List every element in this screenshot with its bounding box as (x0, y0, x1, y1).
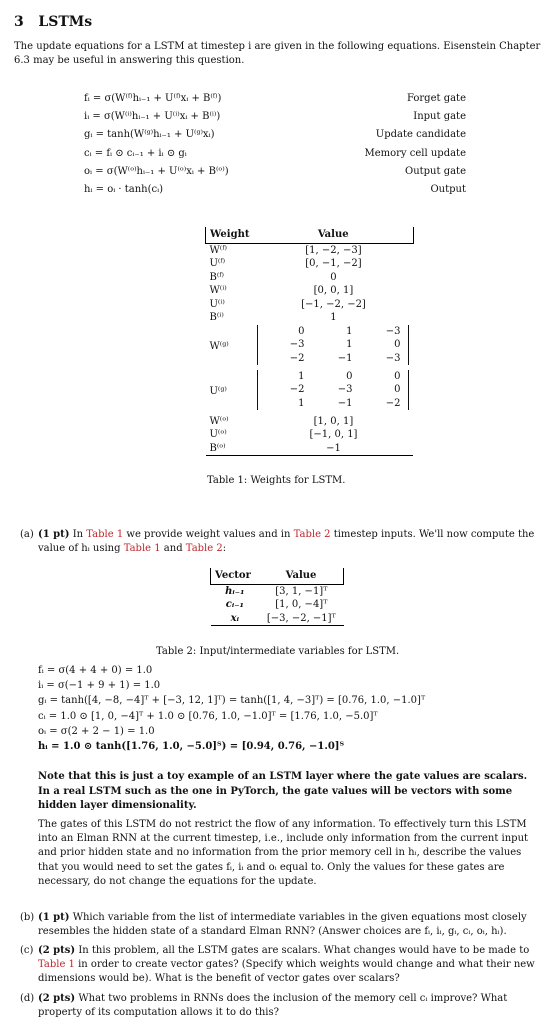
matrix-cell: −3 (385, 352, 401, 364)
calc-line-h: hᵢ = 1.0 ⊙ tanh([1.76, 1.0, −5.0]ᵀ) = [0.94, 0.76, −1.0]ᵀ (38, 740, 345, 752)
weight-value: [0, −1, −2] (305, 258, 362, 269)
part-c-label: (c) (20, 945, 34, 956)
label-input-gate: Input gate (413, 111, 466, 123)
part-c-text: In this problem, all the LSTM gates are scalars. What changes would have to be made to (78, 945, 530, 956)
weights-table (205, 227, 401, 456)
weight-value: −1 (253, 442, 413, 456)
matrix-cell: −3 (337, 384, 353, 395)
matrix-cell: −3 (289, 339, 305, 350)
weight-name: W⁽ᵒ⁾ (209, 415, 229, 427)
label-memory-cell: Memory cell update (364, 147, 466, 159)
part-d (20, 992, 544, 1020)
calc-line-i: iᵢ = σ(−1 + 9 + 1) = 1.0 (38, 680, 161, 692)
part-a-points: (1 pt) (38, 529, 70, 540)
equation-labels (358, 92, 466, 201)
part-b-points: (1 pt) (38, 912, 70, 923)
part-a-text: : (222, 543, 227, 555)
vector-table (210, 568, 344, 626)
calc-line-c: cᵢ = 1.0 ⊙ [1, 0, −4]ᵀ + 1.0 ⊙ [0.76, 1.0, −1.0]ᵀ = [1.76, 1.0, −5.0]ᵀ (38, 710, 378, 722)
part-a-text: In (72, 529, 84, 540)
equation-update: gᵢ = tanh(W⁽ᵍ⁾hᵢ₋₁ + U⁽ᵍ⁾xᵢ) (84, 129, 215, 141)
part-d-points: (2 pts) (38, 993, 76, 1004)
equation-memory: cᵢ = fᵢ ⊙ cᵢ₋₁ + iᵢ ⊙ gᵢ (84, 147, 187, 159)
matrix-cell: 1 (346, 339, 353, 350)
vector-value: [3, 1, −1]ᵀ (275, 585, 328, 597)
section-number: 3 (14, 14, 24, 30)
matrix-cell: 1 (298, 370, 305, 382)
calc-line-g: gᵢ = tanh([4, −8, −4]ᵀ + [−3, 12, 1]ᵀ) = tanh([1, 4, −3]ᵀ) = [0.76, 1.0, −1.0]ᵀ (38, 695, 426, 707)
equation-input: iᵢ = σ(W⁽ⁱ⁾hᵢ₋₁ + U⁽ⁱ⁾xᵢ + B⁽ⁱ⁾) (84, 111, 221, 123)
matrix-cell: −2 (289, 384, 305, 395)
vector-value: [1, 0, −4]ᵀ (275, 599, 328, 610)
weights-header-weight: Weight (206, 227, 254, 243)
matrix-wg (257, 325, 409, 366)
equation-forget: fᵢ = σ(W⁽ᶠ⁾hᵢ₋₁ + U⁽ᶠ⁾xᵢ + B⁽ᶠ⁾) (84, 93, 222, 104)
vector-name: cᵢ₋₁ (225, 599, 244, 610)
part-c (20, 944, 544, 987)
matrix-cell: 0 (346, 370, 353, 382)
part-c-text: in order to create vector gates? (Specify which weights would change and what their new dimensions would be). What is the benefit of vector gates over scalars? (38, 959, 535, 985)
weight-value: [1, 0, 1] (313, 415, 354, 427)
label-update-candidate: Update candidate (375, 129, 466, 141)
note-paragraph: Note that this is just a toy example of an LSTM layer where the gate values are scalars. In a real LSTM such as the one in PyTorch, the gate values will be vectors with some hidden layer dimensionality. (38, 771, 528, 811)
matrix-cell: 1 (298, 397, 305, 409)
weight-value: 1 (330, 312, 337, 323)
table2-caption: Table 2: Input/intermediate variables for LSTM. (156, 646, 400, 657)
weight-name: B⁽ᶠ⁾ (209, 271, 224, 283)
part-a-label: (a) (20, 529, 34, 540)
matrix-cell: 0 (394, 339, 401, 350)
weight-value: [0, 0, 1] (313, 285, 354, 296)
table2-link[interactable]: Table 2 (185, 543, 223, 555)
table1-link[interactable]: Table 1 (86, 529, 124, 540)
weight-name: W⁽ᶠ⁾ (209, 244, 227, 256)
weight-name: U⁽ᵍ⁾ (209, 386, 227, 398)
table1-link[interactable]: Table 1 (123, 543, 161, 555)
part-c-points: (2 pts) (38, 945, 76, 956)
label-output-gate: Output gate (405, 165, 466, 177)
matrix-cell: −1 (337, 397, 353, 409)
matrix-ug (257, 370, 409, 411)
matrix-cell: 0 (394, 370, 401, 382)
matrix-cell: −3 (385, 325, 401, 337)
equation-output: hᵢ = oᵢ · tanh(cᵢ) (84, 183, 164, 195)
weight-name: W⁽ᵍ⁾ (209, 341, 229, 353)
part-d-label: (d) (20, 993, 35, 1004)
weight-name: U⁽ᶠ⁾ (209, 258, 226, 269)
weight-value: [1, −2, −3] (305, 244, 362, 256)
part-a-text: we provide weight values and in (126, 529, 291, 540)
weight-name: B⁽ⁱ⁾ (209, 312, 224, 323)
matrix-cell: −2 (289, 352, 305, 364)
vector-value: [−3, −2, −1]ᵀ (259, 612, 343, 626)
label-forget-gate: Forget gate (406, 93, 466, 104)
weight-name: U⁽ⁱ⁾ (209, 298, 225, 310)
part-b (20, 911, 544, 939)
vector-header-vector: Vector (211, 568, 260, 584)
part-a-text: timestep inputs. We'll now compute the value of hᵢ using (38, 529, 535, 555)
matrix-cell: 1 (346, 325, 353, 337)
calc-line-f: fᵢ = σ(4 + 4 + 0) = 1.0 (38, 665, 153, 676)
calculation-block (38, 664, 538, 755)
equation-output-gate: oᵢ = σ(W⁽ᵒ⁾hᵢ₋₁ + U⁽ᵒ⁾xᵢ + B⁽ᵒ⁾) (84, 165, 229, 177)
part-a (20, 528, 544, 556)
part-b-text: Which variable from the list of intermediate variables in the given equations most closely resembles the hidden state of a standard Elman RNN? (Answer choices are fᵢ, iᵢ, gᵢ, cᵢ, oᵢ, hᵢ). (38, 912, 527, 938)
weight-name: U⁽ᵒ⁾ (209, 429, 227, 440)
part-a-text: and (163, 543, 183, 555)
weight-value: 0 (330, 271, 337, 283)
intro-paragraph: The update equations for a LSTM at timestep i are given in the following equations. Eisenstein Chapter 6.3 may be useful in answering this question. (14, 41, 541, 66)
table2-link[interactable]: Table 2 (293, 529, 331, 540)
matrix-cell: −1 (337, 352, 353, 364)
part-b-label: (b) (20, 912, 35, 923)
weight-name: B⁽ᵒ⁾ (206, 442, 254, 456)
table1-link[interactable]: Table 1 (38, 959, 75, 971)
weight-name: W⁽ⁱ⁾ (209, 285, 227, 296)
matrix-cell: 0 (394, 384, 401, 395)
section-heading (14, 13, 92, 32)
table1-caption: Table 1: Weights for LSTM. (207, 475, 346, 486)
vector-name: hᵢ₋₁ (225, 585, 245, 597)
weight-value: [−1, −2, −2] (301, 298, 366, 310)
vector-name: xᵢ (211, 612, 260, 626)
weights-header-value: Value (253, 227, 413, 243)
calc-line-o: oᵢ = σ(2 + 2 − 1) = 1.0 (38, 725, 155, 737)
part-d-text: What two problems in RNNs does the inclusion of the memory cell cᵢ improve? What property of its computation allows it to do this? (38, 993, 508, 1019)
elman-paragraph: The gates of this LSTM do not restrict the flow of any information. To effectively turn this LSTM into an Elman RNN at the current timestep, i.e., include only information from the current input and prior hidden state and no information from the prior memory cell in hᵢ, describe the values that you would need to set the gates fᵢ, iᵢ and oᵢ equal to. Only the values for these gates are necessary, do not change the equations for the update. (38, 819, 529, 887)
matrix-cell: −2 (385, 397, 401, 409)
matrix-cell: 0 (298, 325, 305, 337)
vector-header-value: Value (259, 568, 343, 584)
label-output: Output (430, 183, 466, 195)
section-title: LSTMs (38, 14, 93, 30)
weight-value: [−1, 0, 1] (309, 429, 358, 440)
